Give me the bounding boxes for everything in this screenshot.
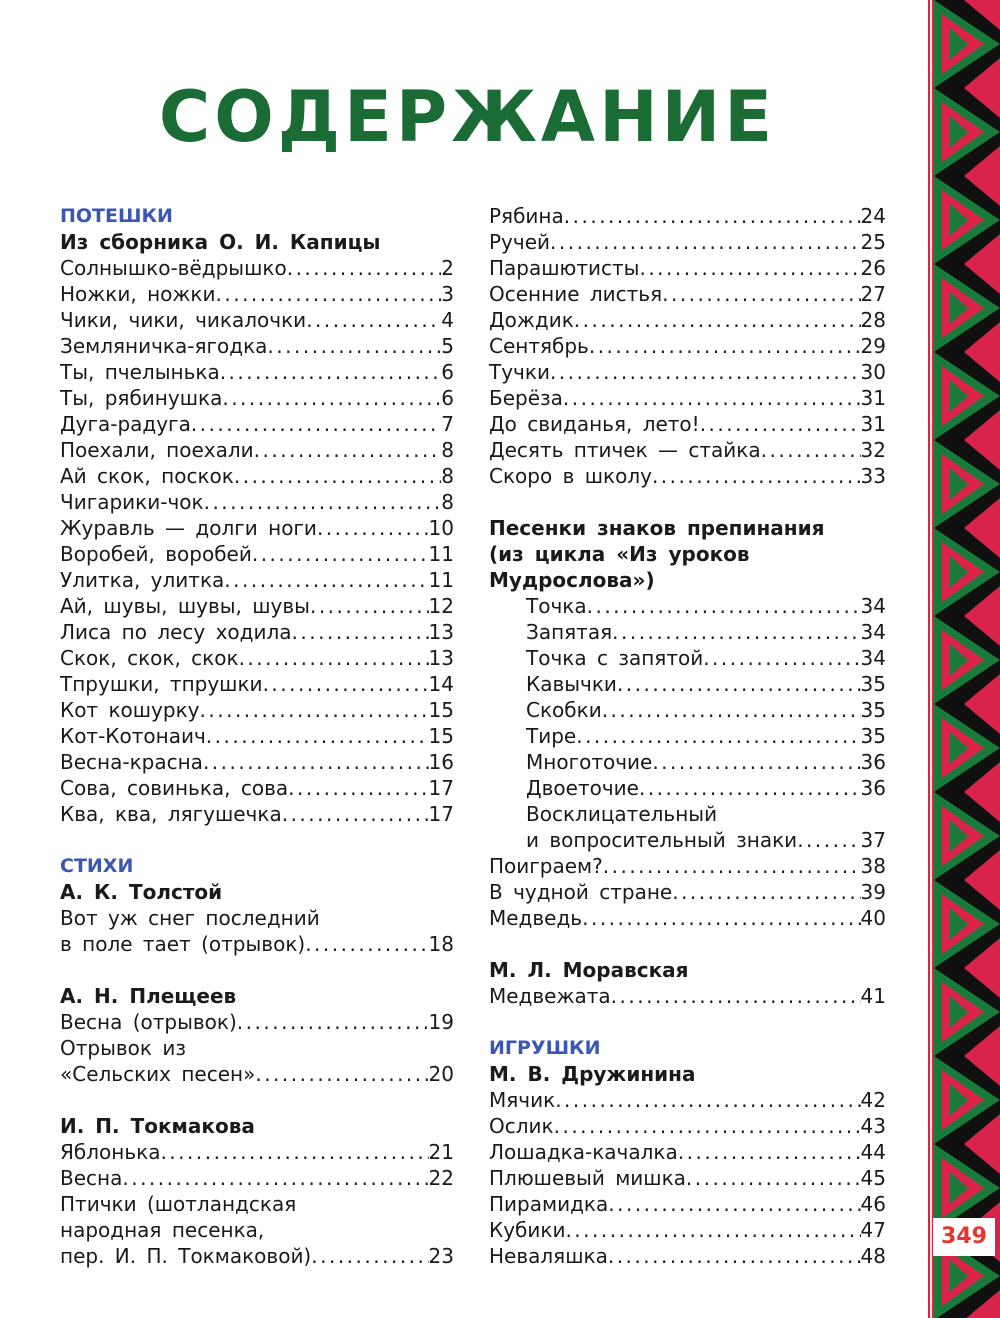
leader-dots [574, 307, 861, 333]
toc-entry[interactable] [489, 1191, 886, 1217]
entry-page: 43 [860, 1114, 886, 1138]
leader-dots [686, 1165, 861, 1191]
entry-page: 2 [441, 256, 454, 280]
leader-dots [550, 359, 861, 385]
entry-page: 48 [860, 1244, 886, 1268]
leader-dots [305, 931, 428, 957]
leader-dots [160, 1139, 428, 1165]
toc-entry[interactable] [489, 619, 886, 645]
entry-title: Ай, шувы, шувы, шувы [60, 594, 310, 618]
entry-title: Берёза [489, 386, 563, 410]
subsection-heading: Песенки знаков препинания [489, 516, 825, 540]
leader-dots [263, 671, 429, 697]
leader-dots [662, 281, 860, 307]
entry-title: Поиграем? [489, 854, 603, 878]
author-heading: М. Л. Моравская [489, 958, 689, 982]
toc-entry[interactable] [60, 775, 454, 801]
toc-entry[interactable] [60, 489, 454, 515]
toc-entry[interactable] [489, 853, 886, 879]
entry-page: 30 [860, 360, 886, 384]
author-heading: А. Н. Плещеев [60, 984, 237, 1008]
leader-dots [282, 801, 429, 827]
entry-title: Дождик [489, 308, 574, 332]
entry-title: Парашютисты [489, 256, 640, 280]
entry-page: 23 [428, 1244, 454, 1268]
toc-entry[interactable] [60, 541, 454, 567]
toc-entry[interactable] [60, 567, 454, 593]
author-heading: И. П. Токмакова [60, 1114, 255, 1138]
subsection-heading: Мудрослова») [489, 568, 655, 592]
leader-dots [608, 1243, 861, 1269]
toc-entry[interactable] [60, 1061, 454, 1087]
entry-title: В чудной стране [489, 880, 673, 904]
entry-title: Пирамидка [489, 1192, 609, 1216]
section-heading: СТИХИ [60, 855, 134, 877]
toc-entry[interactable] [489, 827, 886, 853]
entry-page: 7 [441, 412, 454, 436]
leader-dots [565, 1217, 860, 1243]
toc-entry[interactable] [489, 1217, 886, 1243]
leader-dots [216, 281, 442, 307]
leader-dots [652, 749, 860, 775]
ornamental-border [928, 0, 1000, 1318]
entry-page: 35 [860, 724, 886, 748]
entry-page: 33 [860, 464, 886, 488]
leader-dots [191, 411, 441, 437]
entry-page: 8 [441, 490, 454, 514]
toc-entry[interactable] [60, 723, 454, 749]
toc-entry[interactable] [489, 671, 886, 697]
leader-dots [292, 619, 429, 645]
toc-entry[interactable] [60, 1165, 454, 1191]
leader-dots [237, 1009, 429, 1035]
entry-title: Скобки [526, 698, 602, 722]
entry-title: Скок, скок, скок [60, 646, 239, 670]
leader-dots [603, 853, 861, 879]
entry-title: Весна-красна [60, 750, 203, 774]
entry-page: 42 [860, 1088, 886, 1112]
leader-dots [602, 697, 861, 723]
leader-dots [608, 1191, 860, 1217]
entry-title: Медвежата [489, 984, 611, 1008]
entry-title: «Сельских песен» [60, 1062, 256, 1086]
entry-page: 35 [860, 698, 886, 722]
entry-page: 12 [428, 594, 454, 618]
entry-title: Скоро в школу [489, 464, 652, 488]
entry-page: 26 [860, 256, 886, 280]
toc-entry[interactable] [60, 437, 454, 463]
leader-dots [206, 723, 429, 749]
leader-dots [317, 515, 429, 541]
entry-title: Яблонька [60, 1140, 161, 1164]
entry-page: 5 [441, 334, 454, 358]
leader-dots [589, 333, 861, 359]
leader-dots [252, 541, 429, 567]
entry-page: 4 [441, 308, 454, 332]
entry-title: Дуга-радуга [60, 412, 191, 436]
entry-title: Воробей, воробей [60, 542, 252, 566]
toc-entry[interactable] [489, 307, 886, 333]
entry-title: Сентябрь [489, 334, 589, 358]
entry-title: Точка с запятой [526, 646, 704, 670]
toc-entry[interactable] [60, 385, 454, 411]
entry-title: Двоеточие [526, 776, 639, 800]
entry-page: 44 [860, 1140, 886, 1164]
toc-entry[interactable] [489, 593, 886, 619]
entry-title: пер. И. П. Токмаковой) [60, 1244, 312, 1268]
entry-page: 25 [860, 230, 886, 254]
toc-left-column [60, 203, 454, 1269]
entry-title: Кот-Котонаич [60, 724, 206, 748]
entry-title: Медведь [489, 906, 583, 930]
leader-dots [576, 723, 860, 749]
entry-page: 32 [860, 438, 886, 462]
entry-page: 28 [860, 308, 886, 332]
leader-dots [587, 593, 861, 619]
leader-dots [703, 645, 860, 671]
toc-entry[interactable] [60, 593, 454, 619]
entry-page: 47 [860, 1218, 886, 1242]
toc-entry[interactable] [489, 879, 886, 905]
entry-page: 36 [860, 750, 886, 774]
entry-page: 24 [860, 204, 886, 228]
toc-entry[interactable] [489, 1243, 886, 1269]
toc-entry[interactable] [489, 229, 886, 255]
leader-dots [555, 1087, 860, 1113]
leader-dots [612, 619, 860, 645]
entry-title: Поехали, поехали [60, 438, 254, 462]
section-heading: ИГРУШКИ [489, 1037, 601, 1059]
entry-page: 46 [860, 1192, 886, 1216]
toc-entry[interactable] [60, 645, 454, 671]
entry-title: Рябина [489, 204, 564, 228]
entry-page: 36 [860, 776, 886, 800]
entry-title: До свиданья, лето! [489, 412, 700, 436]
entry-title: Чики, чики, чикалочки [60, 308, 307, 332]
toc-entry[interactable] [489, 255, 886, 281]
entry-page: 31 [860, 412, 886, 436]
leader-dots [267, 333, 441, 359]
toc-entry[interactable] [60, 359, 454, 385]
toc-entry[interactable] [60, 671, 454, 697]
leader-dots [288, 775, 428, 801]
entry-title-line[interactable]: Вот уж снег последний [60, 906, 320, 930]
entry-page: 18 [428, 932, 454, 956]
entry-page: 35 [860, 672, 886, 696]
toc-entry[interactable] [60, 411, 454, 437]
leader-dots [311, 1243, 428, 1269]
entry-title: Десять птичек — стайка [489, 438, 761, 462]
author-heading: Из сборника О. И. Капицы [60, 230, 381, 254]
toc-entry[interactable] [489, 1113, 886, 1139]
leader-dots [582, 905, 860, 931]
toc-right-column [489, 203, 886, 1269]
entry-page: 40 [860, 906, 886, 930]
entry-page: 6 [441, 386, 454, 410]
leader-dots [761, 437, 861, 463]
entry-title: Кавычки [526, 672, 617, 696]
toc-entry[interactable] [489, 463, 886, 489]
leader-dots [678, 1139, 861, 1165]
leader-dots [652, 463, 861, 489]
toc-entry[interactable] [489, 749, 886, 775]
toc-entry[interactable] [489, 203, 886, 229]
toc-entry[interactable] [489, 281, 886, 307]
toc-entry[interactable] [489, 645, 886, 671]
author-heading: М. В. Дружинина [489, 1062, 696, 1086]
toc-entry[interactable] [60, 281, 454, 307]
entry-page: 11 [428, 568, 454, 592]
entry-title: Ква, ква, лягушечка [60, 802, 282, 826]
entry-page: 45 [860, 1166, 886, 1190]
leader-dots [287, 255, 442, 281]
entry-page: 10 [428, 516, 454, 540]
entry-page: 17 [428, 776, 454, 800]
toc-entry[interactable] [60, 619, 454, 645]
entry-page: 38 [860, 854, 886, 878]
entry-title: Лиса по лесу ходила [60, 620, 292, 644]
toc-entry[interactable] [489, 411, 886, 437]
entry-title: Тпрушки, тпрушки [60, 672, 263, 696]
entry-title: Лошадка-качалка [489, 1140, 678, 1164]
leader-dots [564, 203, 861, 229]
toc-entry[interactable] [489, 385, 886, 411]
entry-title: Плюшевый мишка [489, 1166, 686, 1190]
entry-title: Ручей [489, 230, 551, 254]
leader-dots [672, 879, 860, 905]
toc-entry[interactable] [60, 801, 454, 827]
leader-dots [224, 567, 428, 593]
toc-entry[interactable] [60, 463, 454, 489]
entry-title: Весна (отрывок) [60, 1010, 237, 1034]
toc-entry[interactable] [489, 1087, 886, 1113]
entry-title: Сова, совинька, сова [60, 776, 289, 800]
toc-entry[interactable] [60, 931, 454, 957]
entry-title: в поле тает (отрывок) [60, 932, 306, 956]
entry-page: 29 [860, 334, 886, 358]
entry-page: 21 [428, 1140, 454, 1164]
page-title: СОДЕРЖАНИЕ [158, 76, 777, 158]
entry-page: 22 [428, 1166, 454, 1190]
leader-dots [255, 1061, 428, 1087]
leader-dots [639, 255, 860, 281]
entry-title: Точка [526, 594, 587, 618]
leader-dots [203, 749, 429, 775]
leader-dots [617, 671, 861, 697]
entry-title-line[interactable]: народная песенка, [60, 1218, 265, 1242]
entry-title-line[interactable]: Птички (шотландская [60, 1192, 297, 1216]
leader-dots [222, 385, 441, 411]
toc-entry[interactable] [489, 437, 886, 463]
entry-title: Тире [526, 724, 577, 748]
leader-dots [700, 411, 861, 437]
entry-title: Солнышко-вёдрышко [60, 256, 287, 280]
entry-page: 8 [441, 464, 454, 488]
subsection-heading: (из цикла «Из уроков [489, 542, 750, 566]
toc-entry[interactable] [489, 359, 886, 385]
leader-dots [639, 775, 861, 801]
section-heading: ПОТЕШКИ [60, 205, 173, 227]
toc-entry[interactable] [60, 307, 454, 333]
entry-title: Ты, пчелынька [60, 360, 220, 384]
entry-title: Земляничка-ягодка [60, 334, 268, 358]
entry-title: Многоточие [526, 750, 653, 774]
toc-entry[interactable] [60, 333, 454, 359]
toc-entry[interactable] [489, 1165, 886, 1191]
entry-page: 13 [428, 646, 454, 670]
entry-title: Мячик [489, 1088, 556, 1112]
entry-page: 8 [441, 438, 454, 462]
leader-dots [254, 437, 442, 463]
entry-title: Кубики [489, 1218, 566, 1242]
entry-title: Ты, рябинушка [60, 386, 223, 410]
leader-dots [554, 1113, 861, 1139]
toc-entry[interactable] [60, 1139, 454, 1165]
entry-page: 14 [428, 672, 454, 696]
leader-dots [797, 827, 860, 853]
leader-dots [563, 385, 861, 411]
entry-page: 15 [428, 724, 454, 748]
entry-page: 6 [441, 360, 454, 384]
entry-title: Ножки, ножки [60, 282, 216, 306]
entry-title: Улитка, улитка [60, 568, 225, 592]
toc-entry[interactable] [489, 983, 886, 1009]
page-number: 349 [941, 1224, 987, 1249]
entry-page: 34 [860, 620, 886, 644]
entry-title: Весна [60, 1166, 123, 1190]
toc-entry[interactable] [60, 749, 454, 775]
toc-entry[interactable] [60, 515, 454, 541]
entry-title: и вопросительный знаки [526, 828, 798, 852]
entry-title: Ай скок, поскок [60, 464, 234, 488]
entry-page: 17 [428, 802, 454, 826]
leader-dots [204, 489, 442, 515]
leader-dots [220, 359, 442, 385]
toc-entry[interactable] [60, 697, 454, 723]
leader-dots [611, 983, 861, 1009]
toc-entry[interactable] [489, 723, 886, 749]
leader-dots [234, 463, 441, 489]
entry-page: 41 [860, 984, 886, 1008]
entry-page: 31 [860, 386, 886, 410]
leader-dots [550, 229, 861, 255]
entry-title: Журавль — долги ноги [60, 516, 317, 540]
toc-entry[interactable] [489, 333, 886, 359]
toc-entry[interactable] [489, 775, 886, 801]
toc-entry[interactable] [60, 255, 454, 281]
entry-page: 3 [441, 282, 454, 306]
leader-dots [200, 697, 429, 723]
entry-page: 19 [428, 1010, 454, 1034]
entry-title-line[interactable]: Отрывок из [60, 1036, 186, 1060]
toc-entry[interactable] [489, 1139, 886, 1165]
entry-page: 37 [860, 828, 886, 852]
entry-page: 20 [428, 1062, 454, 1086]
entry-title: Чигарики-чок [60, 490, 204, 514]
leader-dots [239, 645, 429, 671]
toc-entry[interactable] [489, 697, 886, 723]
entry-page: 34 [860, 646, 886, 670]
entry-page: 11 [428, 542, 454, 566]
entry-title: Кот кошурку [60, 698, 200, 722]
entry-page: 15 [428, 698, 454, 722]
entry-title-line[interactable]: Восклицательный [526, 802, 718, 826]
entry-page: 16 [428, 750, 454, 774]
toc-entry[interactable] [60, 1009, 454, 1035]
entry-page: 27 [860, 282, 886, 306]
entry-title: Запятая [526, 620, 613, 644]
entry-title: Неваляшка [489, 1244, 608, 1268]
leader-dots [122, 1165, 428, 1191]
entry-title: Тучки [489, 360, 550, 384]
entry-page: 39 [860, 880, 886, 904]
entry-page: 13 [428, 620, 454, 644]
entry-title: Ослик [489, 1114, 554, 1138]
toc-entry[interactable] [489, 905, 886, 931]
leader-dots [310, 593, 429, 619]
entry-page: 34 [860, 594, 886, 618]
toc-entry[interactable] [60, 1243, 454, 1269]
leader-dots [306, 307, 441, 333]
author-heading: А. К. Толстой [60, 880, 223, 904]
entry-title: Осенние листья [489, 282, 663, 306]
